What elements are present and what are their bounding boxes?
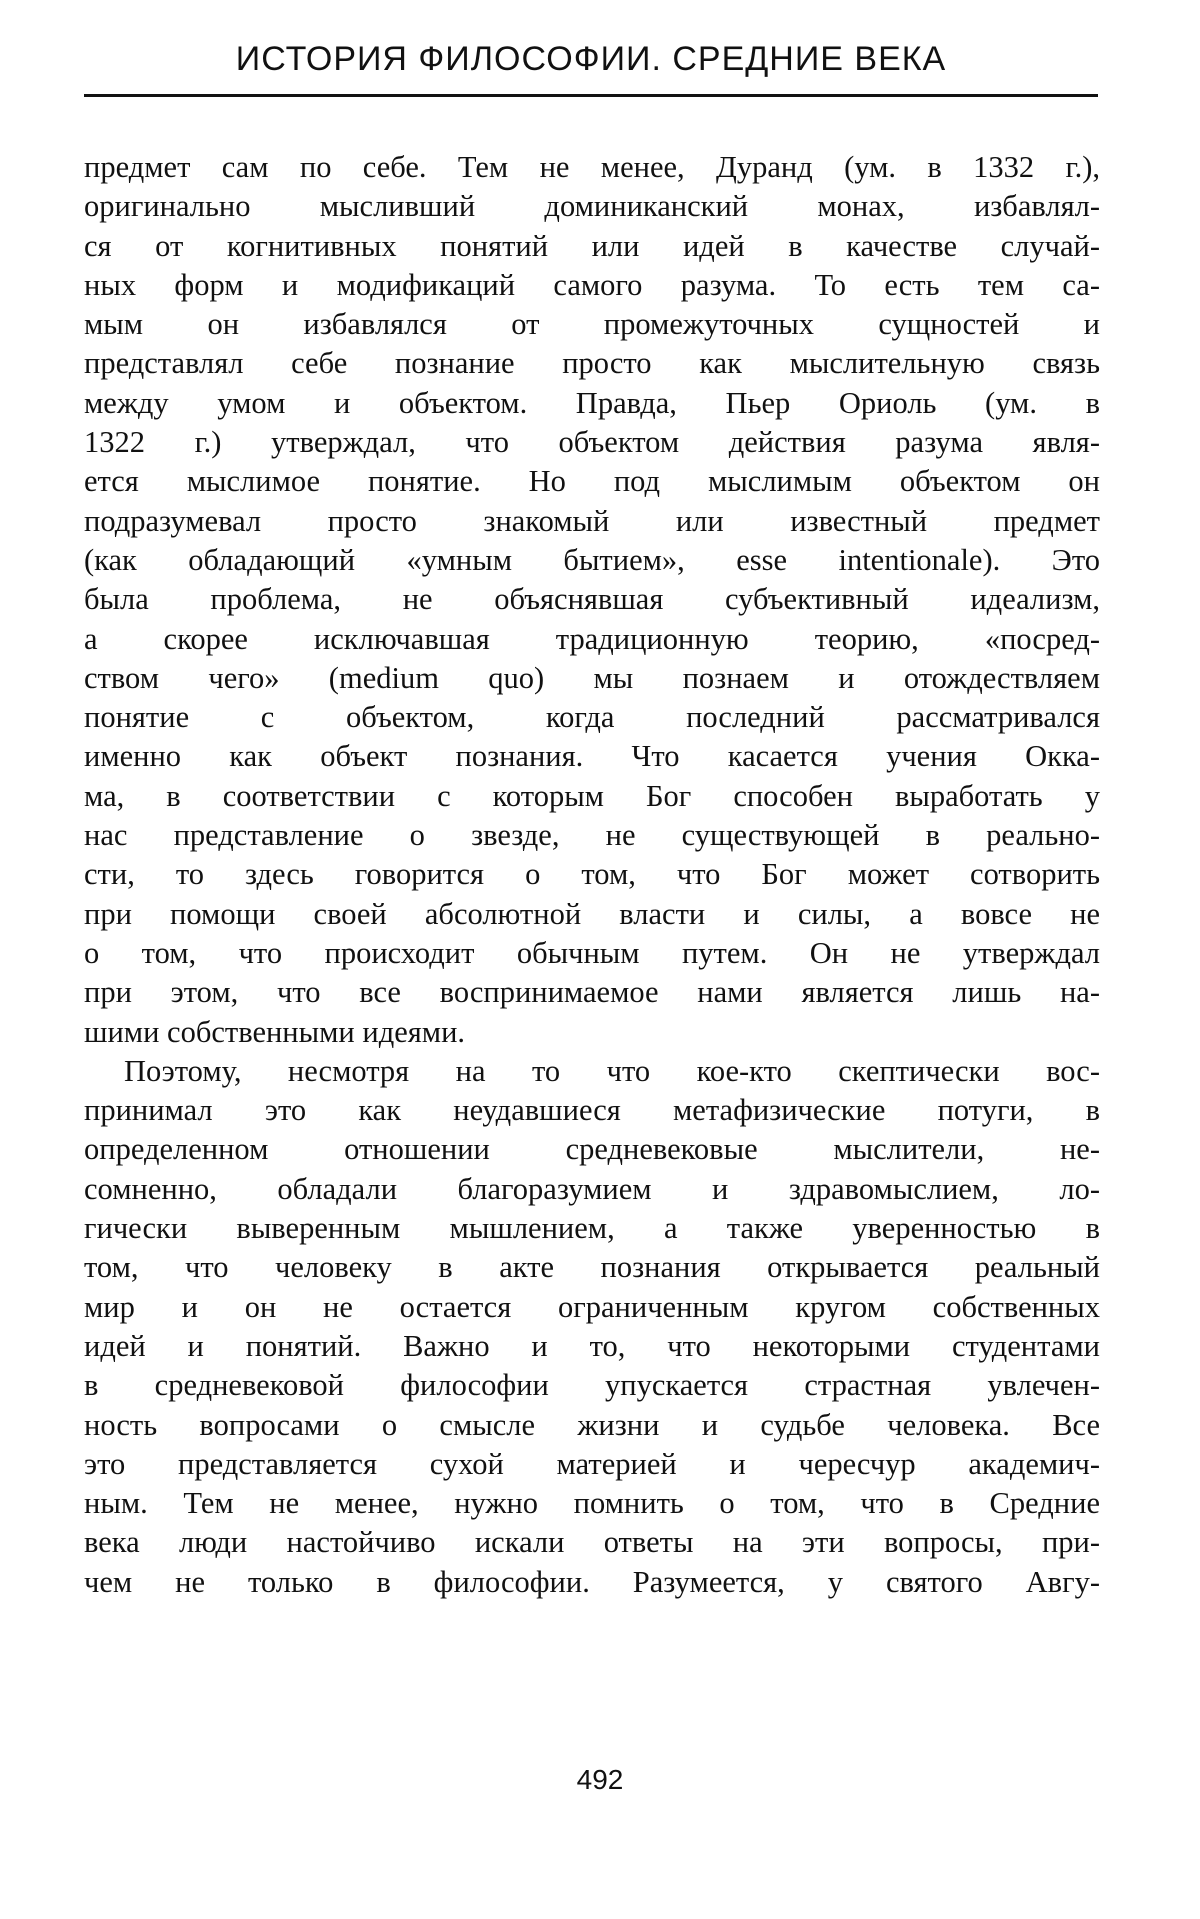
header-rule bbox=[84, 94, 1098, 97]
text-line: том, что человеку в акте познания открывается реальный bbox=[84, 1250, 1100, 1285]
text-line: ма, в соответствии с которым Бог способен выработать у bbox=[84, 778, 1100, 813]
text-line: ся от когнитивных понятий или идей в качестве случай- bbox=[84, 228, 1100, 263]
text-line: шими собственными идеями. bbox=[84, 1014, 466, 1049]
text-line: гически выверенным мышлением, а также уверенностью в bbox=[84, 1211, 1100, 1246]
text-line: между умом и объектом. Правда, Пьер Ориоль (ум. в bbox=[84, 385, 1100, 420]
text-line: предмет сам по себе. Тем не менее, Дуранд (ум. в 1332 г.), bbox=[84, 150, 1100, 184]
paragraph-2 bbox=[84, 1052, 1100, 1602]
text-line: ством чего» (medium quo) мы познаем и отождествляем bbox=[84, 660, 1100, 695]
text-line: Поэтому, несмотря на то что кое-кто скептически вос- bbox=[124, 1053, 1100, 1088]
text-line: мым он избавлялся от промежуточных сущностей и bbox=[84, 307, 1100, 342]
text-line: ным. Тем не менее, нужно помнить о том, что в Средние bbox=[84, 1486, 1100, 1521]
text-line: 1322 г.) утверждал, что объектом действия разума явля- bbox=[84, 425, 1100, 460]
text-line: оригинально мысливший доминиканский монах, избавлял- bbox=[84, 189, 1100, 224]
text-line: подразумевал просто знакомый или известный предмет bbox=[84, 503, 1100, 538]
text-line: ется мыслимое понятие. Но под мыслимым объектом он bbox=[84, 464, 1100, 499]
text-line: чем не только в философии. Разумеется, у святого Авгу- bbox=[84, 1564, 1100, 1599]
text-line: при этом, что все воспринимаемое нами является лишь на- bbox=[84, 975, 1100, 1010]
text-line: понятие с объектом, когда последний рассматривался bbox=[84, 700, 1100, 735]
body-text bbox=[84, 148, 1100, 1602]
text-line: ных форм и модификаций самого разума. То есть тем са- bbox=[84, 267, 1100, 302]
text-line: именно как объект познания. Что касается учения Окка- bbox=[84, 739, 1100, 774]
text-line: представлял себе познание просто как мыслительную связь bbox=[84, 346, 1100, 381]
paragraph-1 bbox=[84, 148, 1100, 1052]
text-line: это представляется сухой материей и чересчур академич- bbox=[84, 1446, 1100, 1481]
text-line: сти, то здесь говорится о том, что Бог может сотворить bbox=[84, 857, 1100, 892]
text-line: ность вопросами о смысле жизни и судьбе человека. Все bbox=[84, 1407, 1100, 1442]
text-line: века люди настойчиво искали ответы на эти вопросы, при- bbox=[84, 1525, 1100, 1560]
running-head: ИСТОРИЯ ФИЛОСОФИИ. СРЕДНИЕ ВЕКА bbox=[235, 40, 947, 78]
text-line: при помощи своей абсолютной власти и силы, а вовсе не bbox=[84, 896, 1100, 931]
text-line: принимал это как неудавшиеся метафизические потуги, в bbox=[84, 1093, 1100, 1128]
text-line: в средневековой философии упускается страстная увлечен- bbox=[84, 1368, 1100, 1403]
text-line: была проблема, не объяснявшая субъективный идеализм, bbox=[84, 582, 1100, 617]
text-line: нас представление о звезде, не существующей в реально- bbox=[84, 818, 1100, 853]
text-line: идей и понятий. Важно и то, что некоторыми студентами bbox=[84, 1328, 1100, 1363]
text-line: мир и он не остается ограниченным кругом собственных bbox=[84, 1289, 1100, 1324]
text-line: (как обладающий «умным бытием», esse intentionale). Это bbox=[84, 542, 1100, 577]
text-line: а скорее исключавшая традиционную теорию, «посред- bbox=[84, 621, 1100, 656]
text-line: о том, что происходит обычным путем. Он не утверждал bbox=[84, 935, 1100, 970]
text-line: сомненно, обладали благоразумием и здравомыслием, ло- bbox=[84, 1171, 1100, 1206]
text-line: определенном отношении средневековые мыслители, не- bbox=[84, 1132, 1100, 1167]
page-number: 492 bbox=[576, 1764, 624, 1795]
